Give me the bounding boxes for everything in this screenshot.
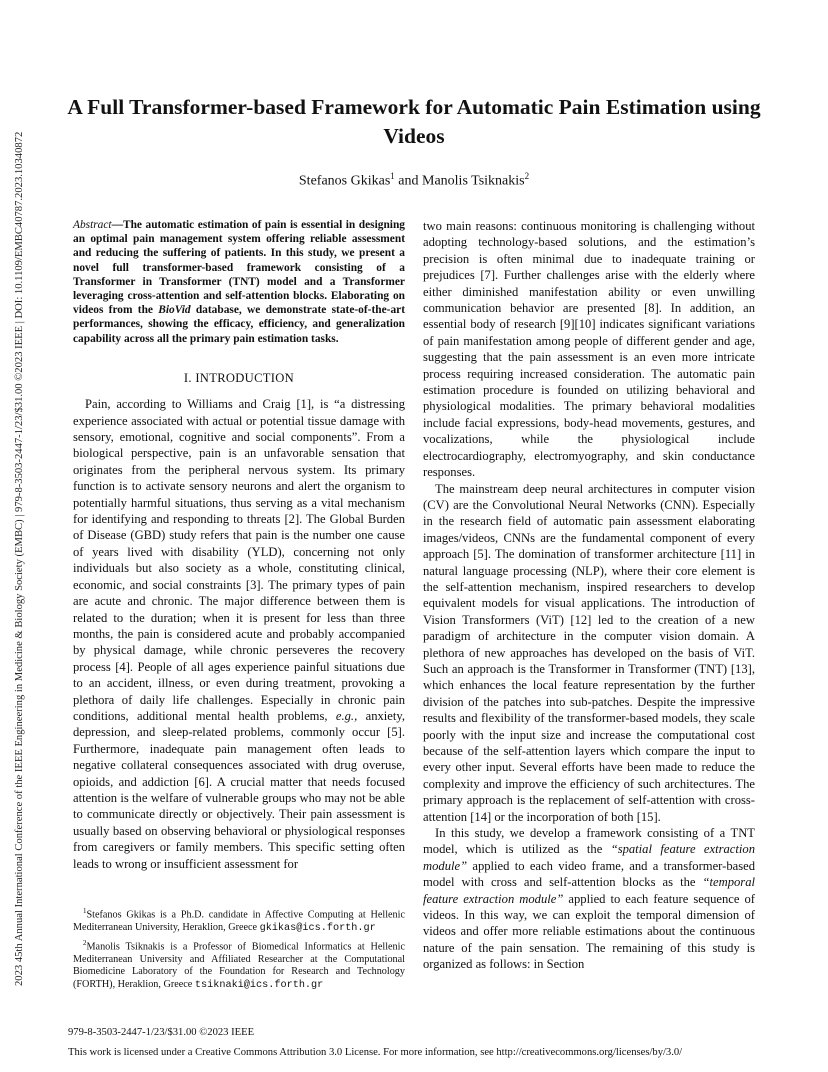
footnote-text: Stefanos Gkikas is a Ph.D. candidate in Affective Computing at Hellenic Mediterranean University, Heraklion, Greece (73, 909, 405, 933)
footnotes (73, 905, 405, 994)
footnote-mark: 2 (83, 939, 87, 948)
left-column (73, 218, 405, 872)
paragraph-text: applied to each video frame, and a transformer-based model with cross and self-attention blocks as the (423, 858, 755, 890)
body-paragraph (73, 396, 405, 872)
paragraph-text: Pain, according to Williams and Craig [1], is “a distressing experience associated with actual or potential tissue damage with sensory, emotional, cognitive and social components”. From a biological perspective, pain is an unfavorable sensation that originates from the peripheral nervous system. Its primary function is to activate sensory neurons and alert the organism to potentially harmful situations, thus serving as a vital mechanism for identifying and responding to threats [2]. The Global Burden of Disease (GBD) study refers that pain is the number one cause of years lived with disability (YLD), concerning not only individuals but also society as a whole, constituting clinical, economic, and social constraints [3]. The primary types of pain are acute and chronic. The major difference between them is related to the duration; when it is present for less than three months, the pain is considered acute and probably accompanied by physical damage, while chronic perseveres the recovery process [4]. People of all ages experience painful situations due to an accident, illness, or even during treatment, provoking a plethora of daily life challenges. Especially in chronic pain conditions, additional mental health problems, (73, 397, 405, 723)
body-paragraph: The mainstream deep neural architectures in computer vision (CV) are the Convolutional Neural Networks (CNN). Especially in the research field of automatic pain assessment elaborating images/videos, CNNs are the fundamental component of every approach [5]. The domination of transformer architecture [11] in natural language processing (NLP), where their core element is the self-attention mechanism, inspired researchers to develop equivalent models for visual applications. The introduction of Vision Transformers (ViT) [12] led to the creation of a new paradigm of architecture in the computer vision domain. A plethora of new approaches has developed on the basis of ViT. Such an approach is the Transformer in Transformer (TNT) [13], which enhances the local feature representation by the further division of the patches into sub-patches. Despite the impressive results and flexibility of the transformer-based models, they scale poorly with the input size and increase the computational cost because of the self-attention layers which compare the input to every other input. Several efforts have been made to reduce the complexity and improve the efficiency of such architectures. The primary approach is the replacement of self-attention with cross-attention [14] or the incorporation of both [15]. (423, 481, 755, 824)
footnote (73, 905, 405, 935)
license-notice: This work is licensed under a Creative Commons Attribution 3.0 License. For more information, see http://creativecommons.org/licenses/by/3.0/ (68, 1047, 683, 1058)
author-name: Stefanos Gkikas (298, 173, 391, 189)
body-paragraph: two main reasons: continuous monitoring is challenging without adopting technology-based solutions, and the estimation’s precision is often minimal due to inadequate training or prejudices [7]. Further challenges arise with the elderly where either diminished manifestation ability or even unwilling communication behavior are presented [8]. In addition, an essential body of research [9][10] indicates significant variations of pain manifestation among people of different gender and age, suggesting that the pain assessment is an even more intricate process requiring increased consideration. The automatic pain estimation procedure is founded on utilizing behavioral and physiological modalities. The primary behavioral modalities include facial expressions, body-head movements, gestures, and vocalizations, while the physiological include electrocardiography, electromyography, and skin conductance responses. (423, 219, 755, 480)
abstract-text: database, we demonstrate state-of-the-art performances, showing the efficacy, efficiency, and generalization capability across all the primary pain estimation tasks. (73, 304, 405, 345)
section-heading: I. INTRODUCTION (183, 370, 295, 385)
paragraph-italic: e.g., (335, 708, 358, 723)
copyright-notice: 979-8-3503-2447-1/23/$31.00 ©2023 IEEE (68, 1027, 255, 1038)
paragraph-italic: “spatial feature extraction module” (423, 842, 755, 873)
paragraph-text: applied to each feature sequence of videos. In this way, we can exploit the temporal dimension of videos and offer more reliable estimations about the continuous nature of the pain sensation. The remaining of this study is organized as follows: in Section (423, 891, 755, 972)
email-address: gkikas@ics.forth.gr (259, 922, 376, 934)
affiliation-mark: 1 (390, 171, 395, 181)
email-address: tsiknaki@ics.forth.gr (194, 979, 324, 991)
abstract-database-name: BioVid (158, 304, 191, 317)
footnote (73, 937, 405, 992)
paragraph-text: anxiety, depression, and sleep-related problems, commonly occur [5]. Furthermore, inadequate pain management often leads to negative collateral consequences associated with drug overuse, opioids, and addiction [6]. A crucial matter that needs focused attention is the welfare of vulnerable groups who may not be able to communicate directly or objectively. Their pain assessment is usually based on observing behavioral or physiological responses from caregivers or family members. This specific setting often leads to wrong or insufficient assessment for (73, 708, 405, 871)
paper-title: A Full Transformer-based Framework for Automatic Pain Estimation using Videos (67, 95, 761, 148)
side-citation: 2023 45th Annual International Conference of the IEEE Engineering in Medicine & Biology Society (EMBC) | 979-8-3503-2447-1/23/$31.00 ©2023 IEEE | DOI: 10.1109/EMBC40787.2023.10340872 (14, 131, 25, 986)
author-conjunction: and (398, 173, 419, 189)
author-name: Manolis Tsiknakis (422, 173, 525, 189)
paragraph-text: In this study, we develop a framework consisting of a TNT model, which is utilized as the (423, 826, 755, 857)
author-line (60, 171, 768, 190)
affiliation-mark: 2 (524, 171, 530, 181)
right-column (423, 218, 755, 973)
footnote-text: Manolis Tsiknakis is a Professor of Biomedical Informatics at Hellenic Mediterranean University and Affiliated Researcher at the Computational Biomedicine Laboratory of the Foundation for Research and Technology (FORTH), Heraklion, Greece (73, 941, 405, 990)
paragraph-italic: “temporal feature extraction module” (423, 875, 755, 906)
abstract-text: The automatic estimation of pain is essential in designing an optimal pain management system offering reliable assessment and reducing the suffering of patients. In this study, we present a novel full transformer-based framework consisting of a Transformer in Transformer (TNT) model and a Transformer leveraging cross-attention and self-attention blocks. Elaborating on videos from the (73, 219, 405, 317)
body-paragraph (423, 825, 755, 973)
abstract-dash: — (111, 219, 123, 231)
abstract (73, 218, 405, 346)
abstract-label: Abstract (73, 219, 112, 231)
footnote-mark: 1 (83, 907, 87, 915)
